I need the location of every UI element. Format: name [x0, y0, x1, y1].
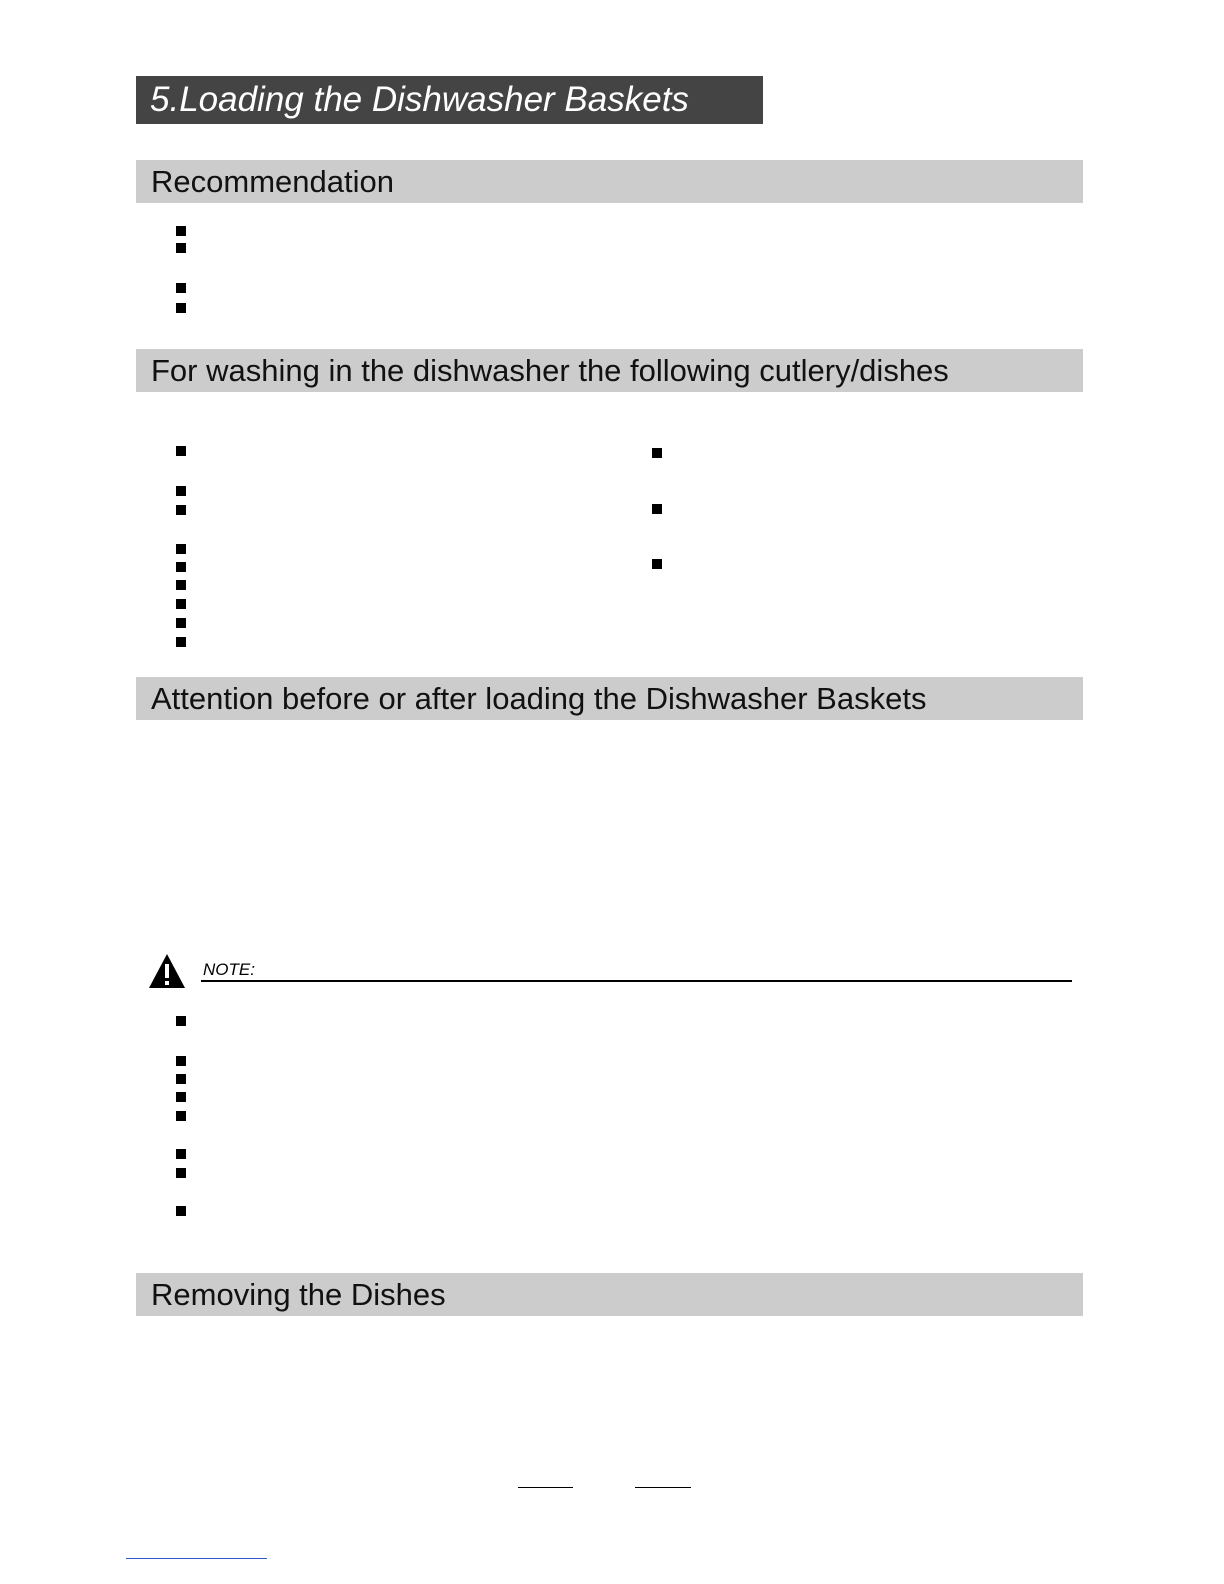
note-row [147, 952, 1072, 992]
bullet-marker [176, 562, 186, 572]
bullet-marker [176, 226, 186, 236]
bullet-marker [176, 637, 186, 647]
bullet-marker [176, 618, 186, 628]
footer-rule-right [635, 1487, 691, 1488]
bullet-marker [176, 1016, 186, 1026]
bullet-marker [176, 243, 186, 253]
bullet-marker [176, 1092, 186, 1102]
bullet-marker [176, 599, 186, 609]
section-recommendation-header [136, 160, 1083, 203]
page-title-bar [136, 76, 763, 124]
bullet-marker [652, 504, 662, 514]
footer-rule-left [518, 1487, 573, 1488]
bullet-marker [176, 446, 186, 456]
page-title: 5.Loading the Dishwasher Baskets [150, 80, 689, 119]
bullet-marker [652, 448, 662, 458]
footer-link-underline[interactable] [126, 1558, 267, 1559]
bullet-marker [176, 283, 186, 293]
warning-triangle-icon [147, 952, 187, 990]
bullet-marker [176, 580, 186, 590]
bullet-marker [176, 486, 186, 496]
note-underline [201, 980, 1072, 982]
section-recommendation-title: Recommendation [151, 164, 394, 199]
bullet-marker [176, 1149, 186, 1159]
bullet-marker [176, 1056, 186, 1066]
bullet-marker [652, 559, 662, 569]
section-attention-header [136, 677, 1083, 720]
bullet-marker [176, 1206, 186, 1216]
note-label: NOTE: [203, 960, 255, 979]
section-removing-header [136, 1273, 1083, 1316]
section-removing-title: Removing the Dishes [151, 1277, 446, 1312]
section-washing-title: For washing in the dishwasher the following cutlery/dishes [151, 353, 949, 388]
bullet-marker [176, 1074, 186, 1084]
bullet-marker [176, 1168, 186, 1178]
bullet-marker [176, 505, 186, 515]
bullet-marker [176, 544, 186, 554]
bullet-marker [176, 303, 186, 313]
section-washing-header [136, 349, 1083, 392]
section-attention-title: Attention before or after loading the Dishwasher Baskets [151, 681, 927, 716]
bullet-marker [176, 1111, 186, 1121]
